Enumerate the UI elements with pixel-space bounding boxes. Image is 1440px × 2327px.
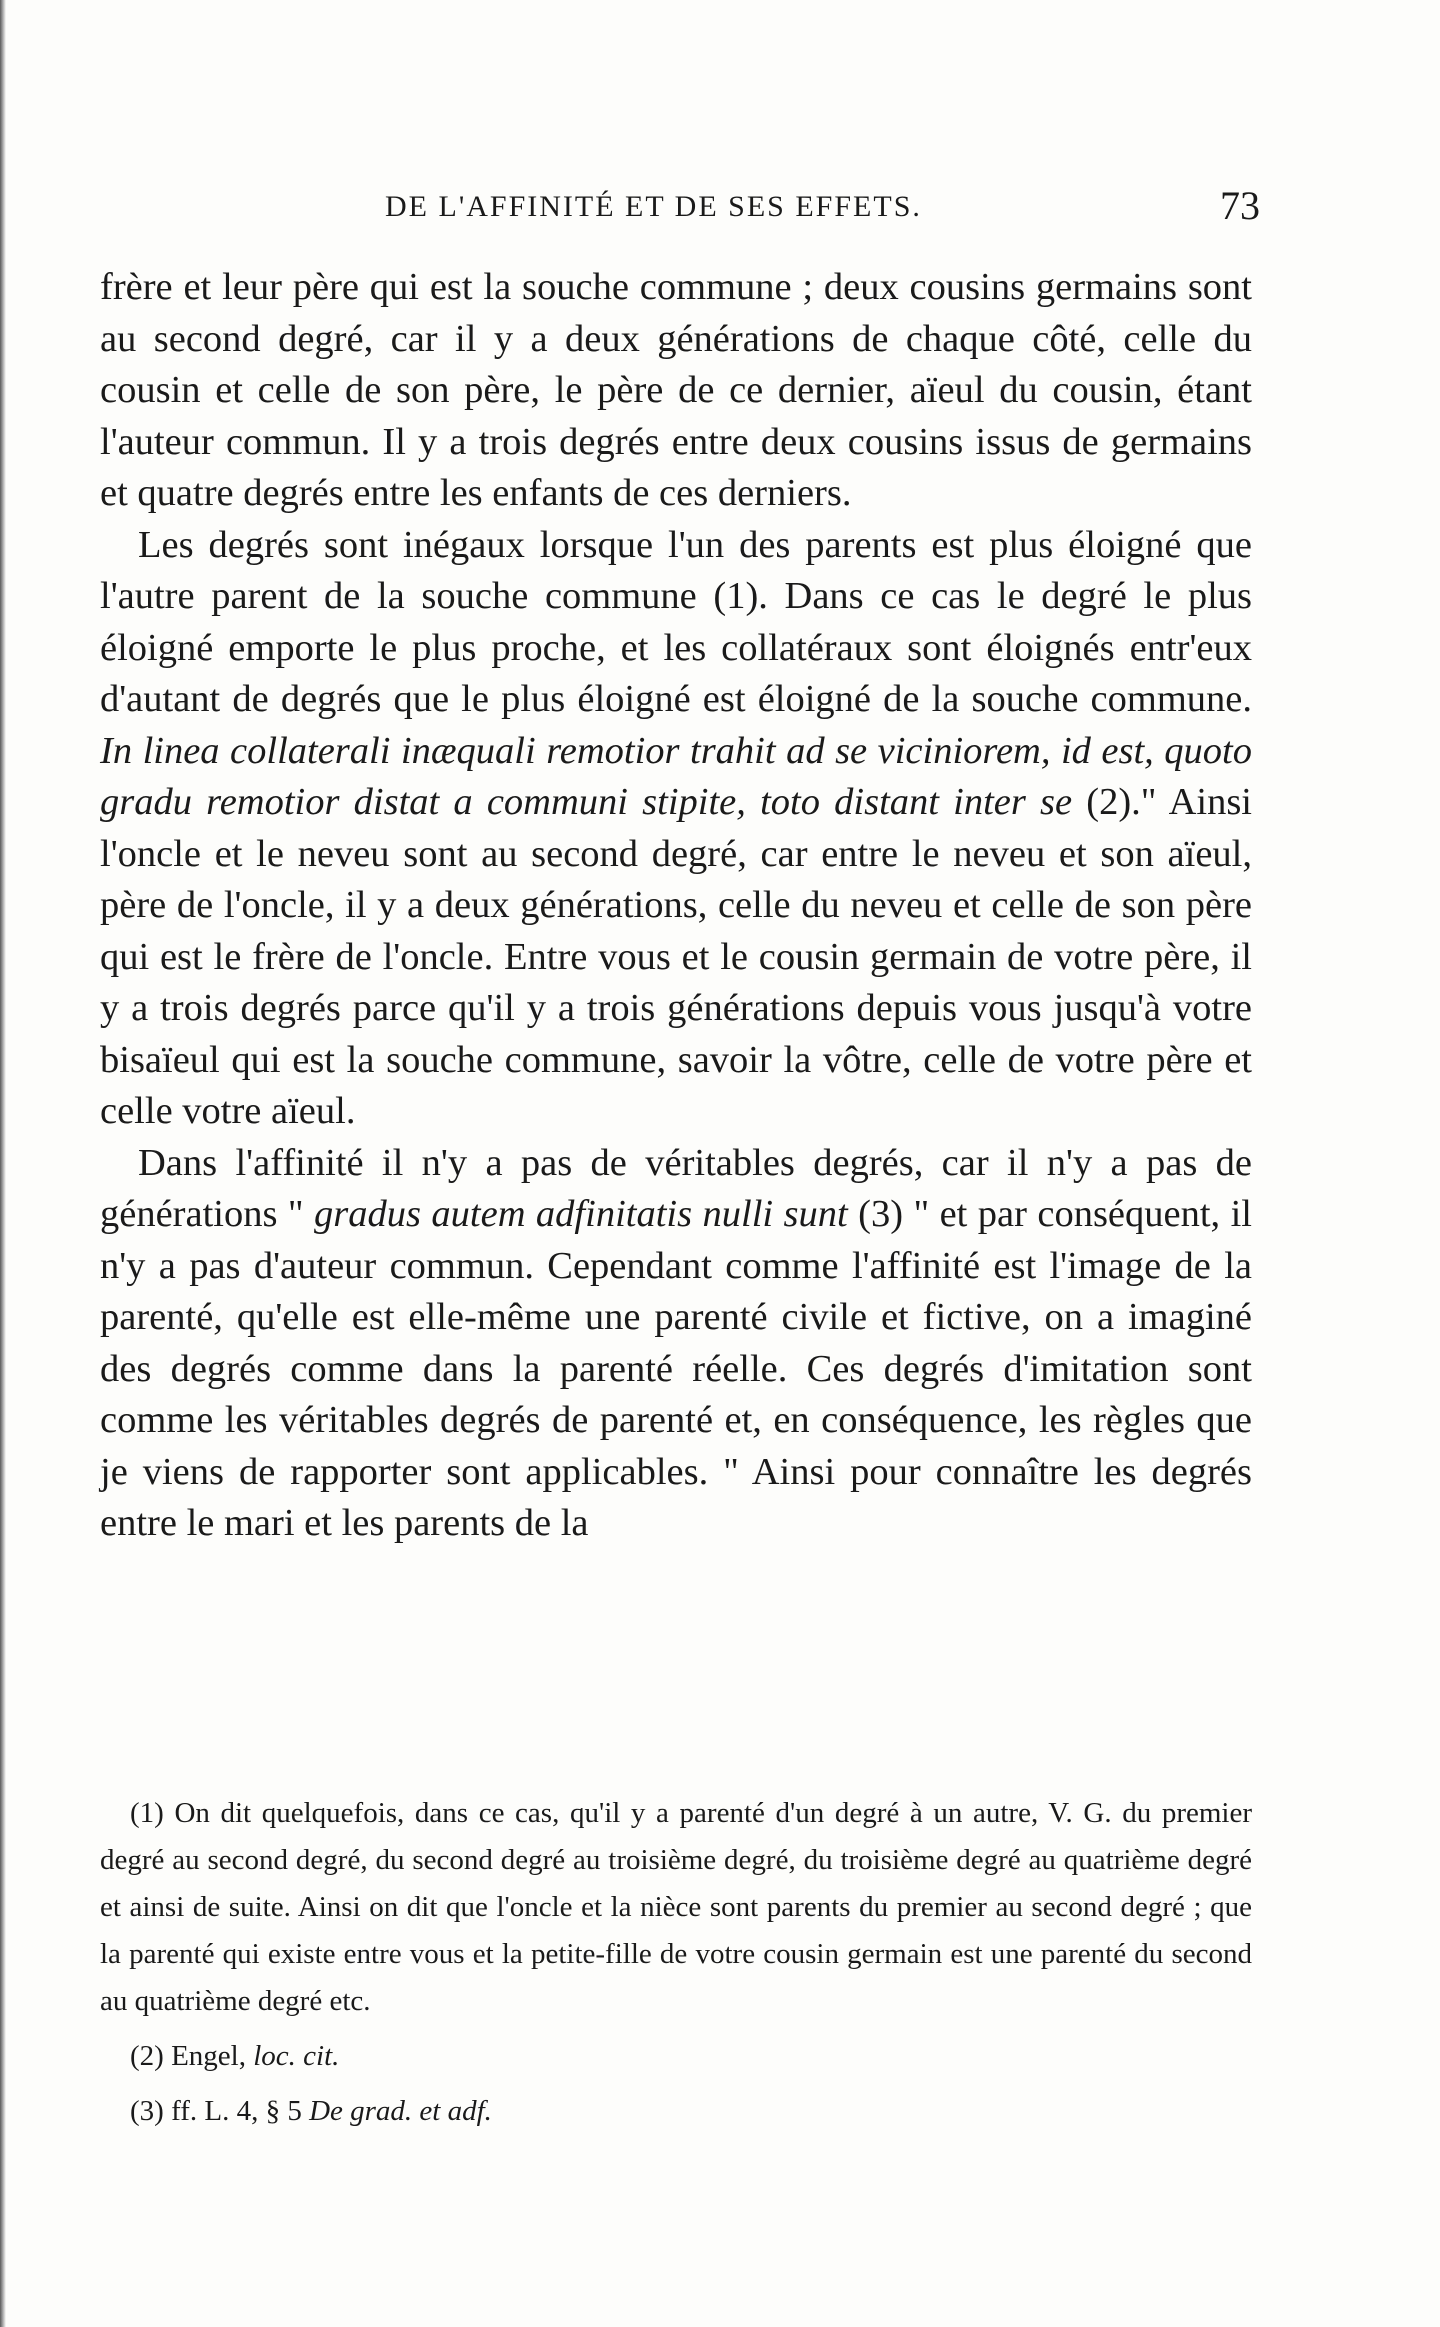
footnote-1: (1) On dit quelquefois, dans ce cas, qu'il y a parenté d'un degré à un autre, V. G. du premier degré au second degré, du second degré au troisième degré, du troisième degré au quatrième degré et ainsi de suite. Ainsi on dit que l'oncle et la nièce sont parents du premier au second degré ; que la parenté qui existe entre vous et la petite-fille de votre cousin germain est une parenté du second au quatrième degré etc.	[100, 1797, 1252, 2017]
binding-edge	[0, 0, 6, 2327]
paragraph-2	[100, 520, 1252, 1138]
paragraph-2-text-a: Les degrés sont inégaux lorsque l'un des parents est plus éloigné que l'autre parent de la souche commune (1). Dans ce cas le degré le plus éloigné emporte le plus proche, et les collatéraux sont éloignés entr'eux d'autant de degrés que le plus éloigné est éloigné de la souche commune.	[100, 523, 1252, 720]
footnotes	[100, 1790, 1252, 2135]
page-number: 73	[1220, 183, 1260, 228]
body-text	[100, 262, 1252, 1550]
paragraph-2-text-b: (2)." Ainsi l'oncle et le neveu sont au second degré, car entre le neveu et son aïeul, père de l'oncle, il y a deux générations, celle du neveu et celle de son père qui est le frère de l'oncle. Entre vous et le cousin germain de votre père, il y a trois degrés parce qu'il y a trois générations depuis vous jusqu'à votre bisaïeul qui est la souche commune, savoir la vôtre, celle de votre père et celle votre aïeul.	[100, 781, 1253, 1132]
running-title: DE L'AFFINITÉ ET DE SES EFFETS.	[385, 190, 922, 223]
paragraph-3	[100, 1138, 1252, 1550]
paragraph-3-text-a: Dans l'affinité il n'y a pas de véritables degrés, car il n'y a pas de générations "	[100, 1141, 1252, 1235]
latin-quote-collateral: In linea collaterali inæquali remotior trahit ad se viciniorem, id est, quoto gradu remotior distat a communi stipite, toto distant inter se	[100, 729, 1252, 823]
footnote-3-citation: De grad. et adf.	[309, 2095, 492, 2127]
latin-quote-affinity: gradus autem adfinitatis nulli sunt	[314, 1193, 848, 1235]
running-head	[100, 176, 1260, 226]
paragraph-3-text-b: (3) " et par conséquent, il n'y a pas d'auteur commun. Cependant comme l'affinité est l'image de la parenté, qu'elle est elle-même une parenté civile et fictive, on a imaginé des degrés comme dans la parenté réelle. Ces degrés d'imitation sont comme les véritables degrés de parenté et, en conséquence, les règles que je viens de rapporter sont applicables. " Ainsi pour connaître les degrés entre le mari et les parents de la	[100, 1193, 1252, 1544]
footnote-2-prefix: (2) Engel,	[130, 2040, 254, 2072]
footnote-2	[100, 2033, 1252, 2080]
footnote-3	[100, 2088, 1252, 2135]
paragraph-1: frère et leur père qui est la souche commune ; deux cousins germains sont au second degré, car il y a deux générations de chaque côté, celle du cousin et celle de son père, le père de ce dernier, aïeul du cousin, étant l'auteur commun. Il y a trois degrés entre deux cousins issus de germains et quatre degrés entre les enfants de ces derniers.	[100, 266, 1252, 514]
footnote-2-citation: loc. cit.	[253, 2040, 340, 2072]
footnote-3-prefix: (3) ff. L. 4, § 5	[130, 2095, 310, 2127]
